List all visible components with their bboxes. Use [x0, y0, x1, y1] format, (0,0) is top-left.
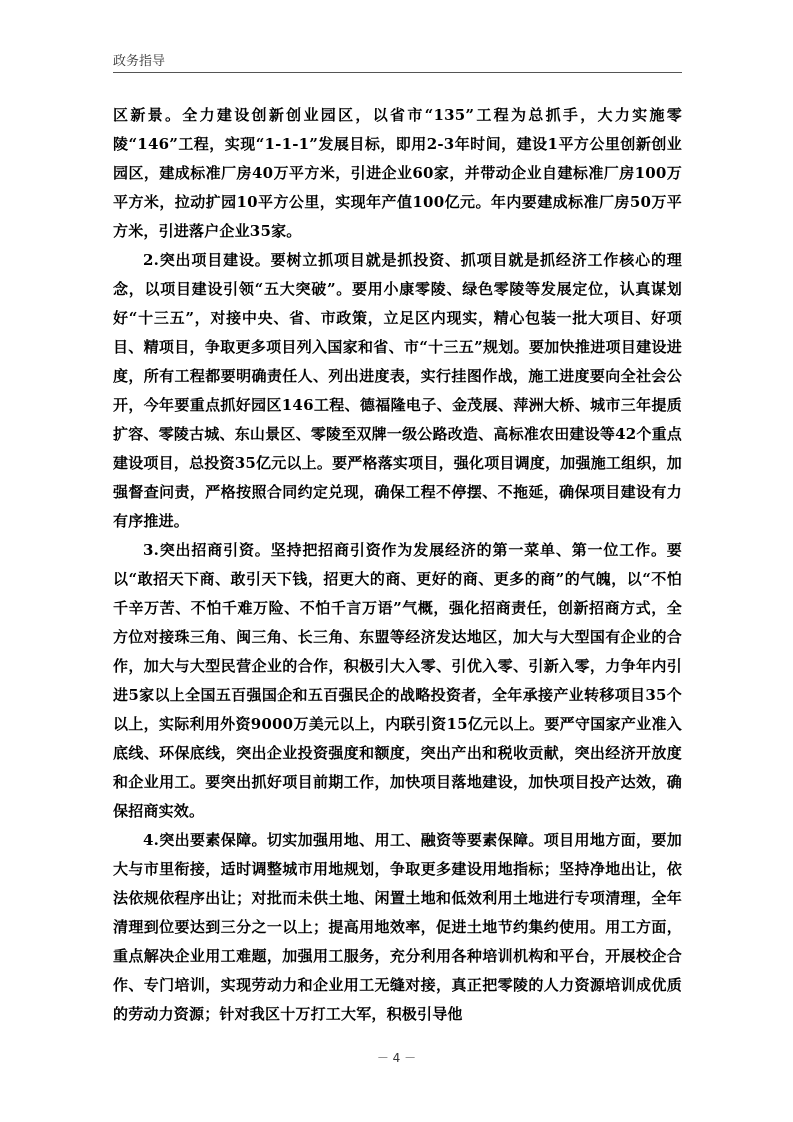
running-header: 政务指导 [113, 54, 166, 69]
header-divider [113, 72, 682, 73]
paragraph-investment-attraction: 3.突出招商引资。坚持把招商引资作为发展经济的第一菜单、第一位工作。要以“敢招天下商、敢引天下钱，招更大的商、更好的商、更多的商”的气魄，以“不怕千辛万苦、不怕千难万险、不怕千言万语”气概，强化招商责任，创新招商方式，全方位对接珠三角、闽三角、长三角、东盟等经济发达地区，加大与大型国有企业的合作，加大与大型民营企业的合作，积极引大入零、引优入零、引新入零，力争年内引进5家以上全国五百强国企和五百强民企的战略投资者，全年承接产业转移项目35个以上，实际利用外资9000万美元以上，内联引资15亿元以上。要严守国家产业准入底线、环保底线，突出企业投资强度和额度，突出产出和税收贡献，突出经济开放度和企业用工。要突出抓好项目前期工作，加快项目落地建设，加快项目投产达效，确保招商实效。 [113, 541, 682, 820]
paragraph-project-construction: 2.突出项目建设。要树立抓项目就是抓投资、抓项目就是抓经济工作核心的理念，以项目建设引领“五大突破”。要用小康零陵、绿色零陵等发展定位，认真谋划好“十三五”，对接中央、省、市政策，立足区内现实，精心包装一批大项目、好项目、精项目，争取更多项目列入国家和省、市“十三五”规划。要加快推进项目建设进度，所有工程都要明确责任人、列出进度表，实行挂图作战，施工进度要向全社会公开，今年要重点抓好园区146工程、德福隆电子、金茂展、萍洲大桥、城市三年提质扩容、零陵古城、东山景区、零陵至双牌一级公路改造、高标准农田建设等42个重点建设项目，总投资35亿元以上。要严格落实项目，强化项目调度，加强施工组织，加强督查问责，严格按照合同约定兑现，确保工程不停摆、不拖延，确保项目建设有力有序推进。 [113, 251, 682, 530]
paragraph-continuation: 区新景。全力建设创新创业园区，以省市“135”工程为总抓手，大力实施零陵“146”工程，实现“1-1-1”发展目标，即用2-3年时间，建设1平方公里创新创业园区，建成标准厂房40万平方米，引进企业60家，并带动企业自建标准厂房100万平方米，拉动扩园10平方公里，实现年产值100亿元。年内要建成标准厂房50万平方米，引进落户企业35家。 [113, 106, 682, 240]
page-number: － 4 － [376, 1051, 417, 1065]
paragraph-factor-guarantee: 4.突出要素保障。切实加强用地、用工、融资等要素保障。项目用地方面，要加大与市里衔接，适时调整城市用地规划，争取更多建设用地指标；坚持净地出让，依法依规依程序出让；对批而未供土地、闲置土地和低效利用土地进行专项清理，全年清理到位要达到三分之一以上；提高用地效率，促进土地节约集约使用。用工方面，重点解决企业用工难题，加强用工服务，充分利用各种培训机构和平台，开展校企合作、专门培训，实现劳动力和企业用工无缝对接，真正把零陵的人力资源培训成优质的劳动力资源；针对我区十万打工大军，积极引导他 [113, 831, 682, 1023]
body-text [113, 101, 682, 1029]
